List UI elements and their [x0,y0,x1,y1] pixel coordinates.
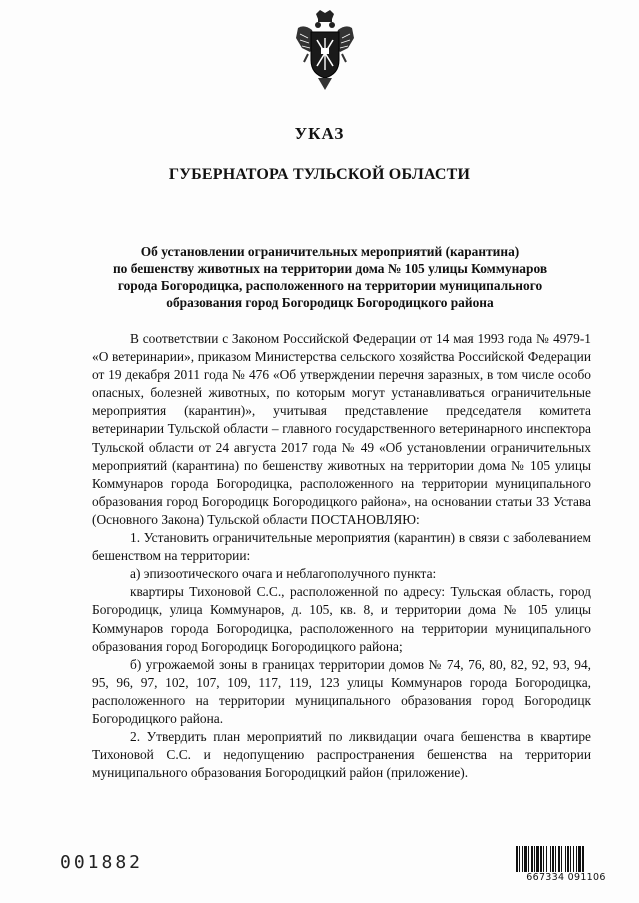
decree-title [70,243,590,311]
item-1-paragraph: 1. Установить ограничительные мероприятия (карантин) в связи с заболеванием бешенством на территории: [92,530,591,564]
decree-title-line: Об установлении ограничительных мероприятий (карантина) [140,244,520,259]
item-2-paragraph: 2. Утвердить план мероприятий по ликвидации очага бешенства в квартире Тихоновой С.С. и недопущению распространения бешенства на территории муниципального образования Богородицкий район (приложение). [92,729,591,781]
item-1a-text-paragraph: квартиры Тихоновой С.С., расположенной по адресу: Тульская область, город Богородицк, улица Коммунаров, д. 105, кв. 8, и территории дома № 105 улицы Коммунаров города Богородицка, расположенного на территории муниципального образования город Богородицк Богородицкого района; [92,584,591,654]
decree-body [92,330,591,782]
decree-title-line: по бешенству животных на территории дома № 105 улицы Коммунаров [112,261,548,276]
serial-number: 001882 [60,852,144,873]
coat-of-arms-icon [294,8,356,94]
decree-title-line: образования город Богородицк Богородицкого района [166,295,494,310]
preamble-paragraph: В соответствии с Законом Российской Федерации от 14 мая 1993 года № 4979-1 «О ветеринарии», приказом Министерства сельского хозяйства Российской Федерации от 19 декабря 2011 года № 476 «Об утверждении перечня заразных, в том числе особо опасных, болезней животных, по которым могут устанавливаться ограничительные мероприятия (карантин)», учитывая представление председателя комитета ветеринарии Тульской области – главного государственного ветеринарного инспектора Тульской области от 24 августа 2017 года № 49 «Об установлении ограничительных мероприятий (карантина) по бешенству животных на территории дома № 105 улицы Коммунаров города Богородицка, расположенного на территории муниципального образования город Богородицк Богородицкого района», на основании статьи 33 Устава (Основного Закона) Тульской области ПОСТАНОВЛЯЮ: [92,331,591,527]
document-type-heading: УКАЗ [294,124,345,143]
item-1b-paragraph: б) угрожаемой зоны в границах территории домов № 74, 76, 80, 82, 92, 93, 94, 95, 96, 97, 102, 107, 109, 117, 119, 123 улицы Коммунаров города Богородицка, расположенного на территории муниципального образования город Богородицк Богородицкого района. [92,656,591,726]
item-1a-paragraph: а) эпизоотического очага и неблагополучного пункта: [130,566,437,582]
issuer-heading: ГУБЕРНАТОРА ТУЛЬСКОЙ ОБЛАСТИ [168,166,471,183]
barcode-number: 667334 091106 [526,872,606,883]
barcode-icon [516,846,616,874]
decree-title-line: города Богородицка, расположенного на территории муниципального [117,278,543,293]
